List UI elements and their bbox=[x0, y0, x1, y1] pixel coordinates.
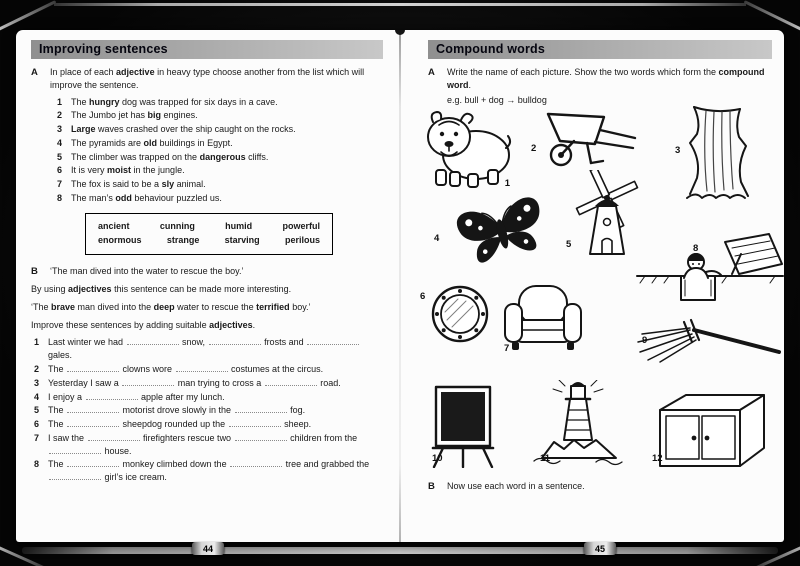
picture-number: 5 bbox=[566, 239, 572, 251]
item-text: Yesterday I saw a man trying to cross a road. bbox=[48, 377, 341, 388]
figure-porthole bbox=[420, 284, 490, 344]
answer-blank bbox=[265, 378, 317, 386]
answer-blank bbox=[235, 433, 287, 441]
right-page-title: Compound words bbox=[436, 41, 546, 56]
right-page bbox=[400, 30, 784, 542]
picture-number: 9 bbox=[642, 335, 648, 347]
item-text: Large waves crashed over the ship caught on the rocks. bbox=[71, 124, 296, 135]
cupboard-picture bbox=[652, 388, 770, 470]
answer-blank bbox=[49, 446, 101, 454]
book-bottom-edge bbox=[22, 547, 778, 554]
answer-blank bbox=[209, 337, 261, 345]
sentence-item bbox=[57, 164, 383, 177]
fill-in-item bbox=[34, 391, 383, 404]
picture-number: 6 bbox=[420, 291, 426, 303]
item-number: 4 bbox=[57, 137, 63, 148]
picture-number: 2 bbox=[531, 143, 537, 155]
wheelbarrow-picture bbox=[540, 104, 640, 170]
answer-blank bbox=[127, 337, 179, 345]
right-page-header bbox=[428, 40, 772, 59]
item-text: The climber was trapped on the dangerous cliffs. bbox=[71, 151, 269, 162]
item-number: 3 bbox=[34, 377, 40, 388]
figure-blackboard bbox=[430, 384, 496, 468]
answer-blank bbox=[229, 419, 281, 427]
item-text: The fox is said to be a sly animal. bbox=[71, 179, 206, 190]
sentence-item bbox=[57, 123, 383, 136]
item-text: The monkey climbed down the tree and grabbed the girl’s ice cream. bbox=[48, 459, 370, 483]
book-corner-edge bbox=[0, 0, 56, 31]
item-text: I saw the firefighters rescue two children from the house. bbox=[48, 432, 358, 456]
answer-blank bbox=[176, 364, 228, 372]
item-number: 5 bbox=[34, 405, 40, 416]
item-text: The clowns wore costumes at the circus. bbox=[48, 364, 324, 374]
fill-in-item bbox=[34, 363, 383, 376]
sentence-item bbox=[57, 151, 383, 164]
left-page bbox=[16, 30, 400, 542]
word: humid bbox=[225, 221, 253, 232]
answer-blank bbox=[230, 459, 282, 467]
section-a-intro: In place of each adjective in heavy type choose another from the list which will improve the sentence. bbox=[50, 67, 365, 90]
fill-in-sentence-list bbox=[31, 336, 383, 483]
figure-butterfly bbox=[434, 192, 556, 272]
answer-blank bbox=[67, 405, 119, 413]
item-number: 2 bbox=[34, 364, 40, 374]
word: ancient bbox=[98, 221, 130, 232]
picture-number: 7 bbox=[504, 343, 510, 355]
answer-blank bbox=[86, 392, 138, 400]
figure-armchair bbox=[502, 282, 584, 354]
picture-number: 3 bbox=[675, 145, 681, 157]
picture-number: 11 bbox=[540, 453, 551, 465]
fill-in-item bbox=[34, 404, 383, 417]
item-text: The man’s odd behaviour puzzled us. bbox=[71, 192, 222, 203]
section-label-a: A bbox=[428, 67, 435, 78]
page-number-right: 45 bbox=[584, 542, 616, 555]
butterfly-picture bbox=[448, 192, 556, 272]
waterfall-picture bbox=[684, 104, 750, 204]
left-section-b bbox=[31, 265, 383, 278]
word-box-row bbox=[98, 220, 320, 233]
section-a-intro: Write the name of each picture. Show the two words which form the compound word. bbox=[447, 67, 765, 90]
word: powerful bbox=[282, 221, 320, 232]
left-section-a bbox=[31, 66, 383, 92]
answer-blank bbox=[67, 459, 119, 467]
answer-blank bbox=[67, 419, 119, 427]
sentence-item bbox=[57, 96, 383, 109]
answer-blank bbox=[49, 472, 101, 480]
example-line: e.g. bull + dog → bulldog bbox=[447, 94, 547, 105]
picture-grid bbox=[420, 112, 772, 474]
sentence-item bbox=[57, 137, 383, 150]
figure-bulldog bbox=[424, 108, 512, 190]
page-number-left: 44 bbox=[192, 542, 224, 555]
left-page-title: Improving sentences bbox=[39, 41, 168, 56]
item-number: 1 bbox=[34, 337, 40, 348]
item-text: The hungry dog was trapped for six days in a cave. bbox=[71, 96, 278, 107]
item-text: Last winter we had snow, frosts and gales. bbox=[48, 336, 383, 362]
figure-waterfall bbox=[675, 104, 750, 204]
word: enormous bbox=[98, 235, 142, 246]
left-page-header bbox=[31, 40, 383, 59]
item-number: 6 bbox=[57, 165, 63, 176]
picture-number: 8 bbox=[693, 243, 699, 255]
item-number: 8 bbox=[57, 192, 63, 203]
manhole-picture bbox=[635, 232, 784, 310]
item-number: 8 bbox=[34, 459, 40, 470]
figure-lighthouse bbox=[532, 380, 624, 466]
item-text: The motorist drove slowly in the fog. bbox=[48, 405, 306, 416]
picture-number: 10 bbox=[432, 453, 443, 465]
example-quote: ‘The man dived into the water to rescue the boy.’ bbox=[50, 265, 244, 276]
item-text: The sheepdog rounded up the sheep. bbox=[48, 419, 312, 430]
porthole-picture bbox=[430, 284, 490, 344]
figure-broomstick bbox=[632, 312, 782, 364]
fill-in-item bbox=[34, 336, 383, 362]
right-section-b bbox=[428, 480, 772, 493]
item-number: 6 bbox=[34, 419, 40, 430]
fill-in-item bbox=[34, 418, 383, 431]
answer-blank bbox=[67, 364, 119, 372]
word: perilous bbox=[284, 235, 320, 246]
figure-cupboard bbox=[652, 388, 770, 470]
book-corner-edge bbox=[744, 0, 800, 31]
word-choice-box bbox=[85, 213, 333, 255]
figure-wheelbarrow bbox=[531, 104, 640, 170]
section-label-b: B bbox=[428, 481, 435, 493]
picture-number: 1 bbox=[504, 177, 510, 189]
picture-number: 4 bbox=[434, 233, 440, 245]
sentence-item bbox=[57, 109, 383, 122]
section-label-a: A bbox=[31, 67, 38, 78]
item-number: 4 bbox=[34, 391, 40, 402]
item-number: 7 bbox=[34, 432, 40, 443]
word: cunning bbox=[159, 221, 195, 232]
adjective-sentence-list bbox=[31, 96, 383, 205]
section-label-b: B bbox=[31, 265, 38, 277]
fill-in-item bbox=[34, 458, 383, 484]
answer-blank bbox=[122, 378, 174, 386]
item-text: It is very moist in the jungle. bbox=[71, 165, 185, 176]
item-number: 3 bbox=[57, 124, 63, 135]
instruction-line: Improve these sentences by adding suitable adjectives. bbox=[31, 319, 256, 330]
fill-in-item bbox=[34, 377, 383, 390]
picture-number: 12 bbox=[652, 453, 663, 465]
word: strange bbox=[166, 235, 200, 246]
word: starving bbox=[224, 235, 260, 246]
book-spread bbox=[16, 30, 784, 542]
bulldog-picture bbox=[424, 108, 512, 190]
answer-blank bbox=[88, 433, 140, 441]
figure-manhole bbox=[635, 232, 784, 310]
item-text: The pyramids are old buildings in Egypt. bbox=[71, 137, 233, 148]
right-section-a bbox=[428, 66, 772, 106]
answer-blank bbox=[235, 405, 287, 413]
sentence-item bbox=[57, 192, 383, 205]
paragraph-adjectives: By using adjectives this sentence can be made more interesting. bbox=[31, 284, 292, 295]
section-b-text: Now use each word in a sentence. bbox=[447, 481, 585, 492]
improved-quote: ‘The brave man dived into the deep water to rescue the terrified boy.’ bbox=[31, 301, 311, 312]
item-number: 1 bbox=[57, 96, 63, 107]
item-text: I enjoy a apple after my lunch. bbox=[48, 391, 225, 402]
item-number: 7 bbox=[57, 179, 63, 190]
section-a-body bbox=[447, 66, 772, 106]
armchair-picture bbox=[502, 282, 584, 354]
item-number: 5 bbox=[57, 151, 63, 162]
word-box-row bbox=[98, 234, 320, 247]
answer-blank bbox=[307, 337, 359, 345]
item-number: 2 bbox=[57, 110, 63, 121]
book-top-edge bbox=[54, 3, 746, 6]
item-text: The Jumbo jet has big engines. bbox=[71, 110, 198, 121]
broomstick-picture bbox=[632, 312, 782, 364]
sentence-item bbox=[57, 178, 383, 191]
fill-in-item bbox=[34, 432, 383, 458]
